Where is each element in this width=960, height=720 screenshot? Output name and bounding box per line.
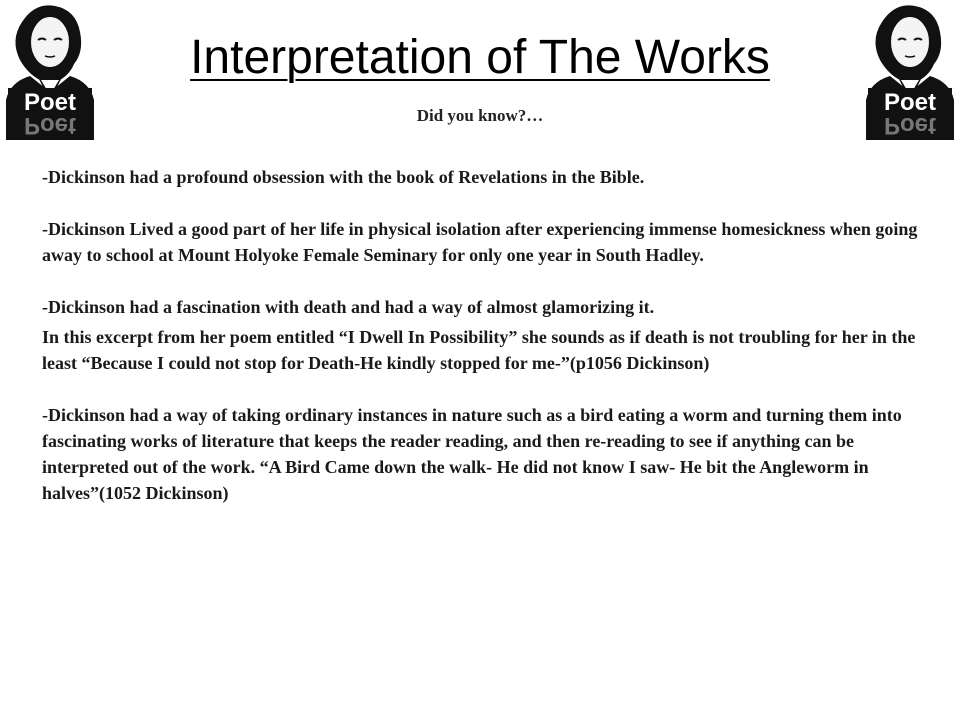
paragraph-revelations: -Dickinson had a profound obsession with the book of Revelations in the Bible.: [42, 167, 645, 187]
poet-badge-reflection-right: Poet: [883, 112, 937, 139]
paragraph-isolation: -Dickinson Lived a good part of her life in physical isolation after experiencing immense homesickness when going away to school at Mount Holyoke Female Seminary for only one year in South Hadley.: [42, 219, 918, 265]
paragraph-death: -Dickinson had a fascination with death and had a way of almost glamorizing it.: [42, 297, 655, 317]
poet-badge-reflection-left: Poet: [23, 112, 77, 139]
poet-badge-label-right: Poet: [883, 89, 937, 116]
paragraph-nature: -Dickinson had a way of taking ordinary instances in nature such as a bird eating a worm and turning them into fascinating works of literature that keeps the reader reading, and then re-reading to see if anything can be interpreted out of the work. “A Bird Came down the walk- He did not know I saw- He bit the Angleworm in halves”(1052 Dickinson): [42, 405, 902, 503]
slide-body: [42, 164, 922, 506]
slide-title: Interpretation of The Works: [190, 31, 770, 84]
slide-subtitle: Did you know?…: [416, 106, 544, 125]
poet-badge-label-left: Poet: [23, 89, 77, 116]
paragraph-excerpt: In this excerpt from her poem entitled “I Dwell In Possibility” she sounds as if death is not troubling for her in the least “Because I could not stop for Death-He kindly stopped for me-”(p1056 Dickinson): [42, 327, 916, 373]
